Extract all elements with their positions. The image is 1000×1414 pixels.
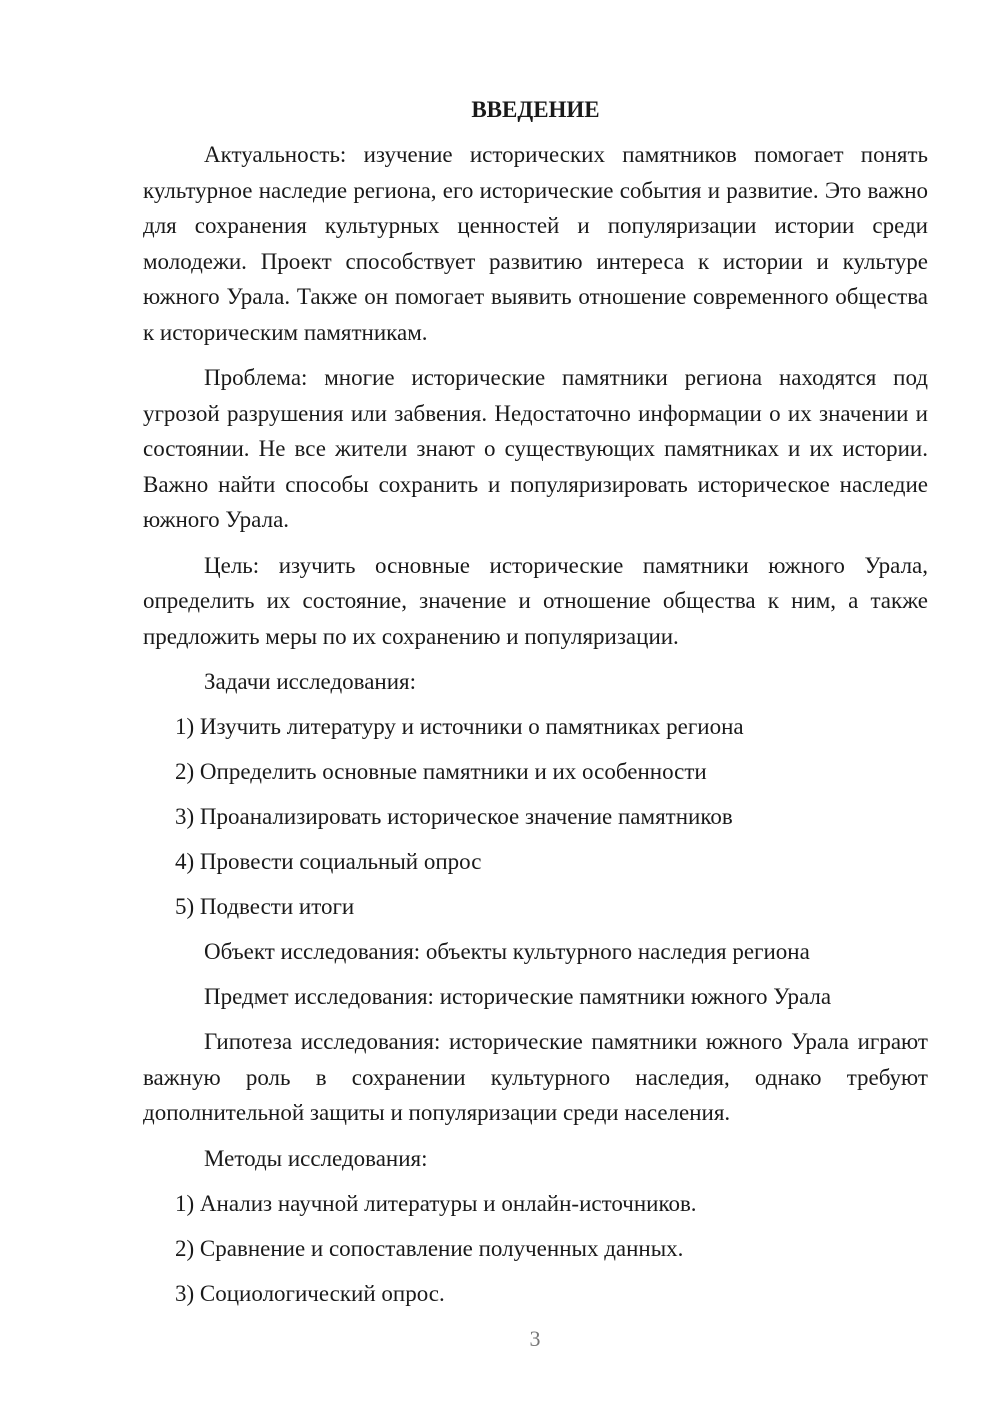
list-item: 1) Анализ научной литературы и онлайн-источников. — [175, 1190, 697, 1216]
problem-paragraph: Проблема: многие исторические памятники региона находятся под угрозой разрушения или забвения. Недостаточно информации о их значении и состоянии. Не все жители знают о существующих памятниках и их истории. Важно найти способы сохранить и популяризировать историческое наследие южного Урала. — [143, 365, 928, 532]
list-item: 2) Сравнение и сопоставление полученных данных. — [175, 1235, 684, 1261]
list-item: 5) Подвести итоги — [175, 894, 355, 919]
methods-heading: Методы исследования: — [204, 1145, 428, 1171]
section-title: ВВЕДЕНИЕ — [471, 97, 600, 122]
list-item: 1) Изучить литературу и источники о памятниках региона — [175, 714, 744, 739]
tasks-heading: Задачи исследования: — [204, 669, 417, 694]
research-object: Объект исследования: объекты культурного наследия региона — [204, 939, 810, 964]
page-number: 3 — [529, 1326, 541, 1351]
goal-paragraph: Цель: изучить основные исторические памятники южного Урала, определить их состояние, значение и отношение общества к ним, а также предложить меры по их сохранению и популяризации. — [143, 552, 928, 649]
list-item: 2) Определить основные памятники и их особенности — [175, 759, 707, 784]
document-page — [143, 92, 928, 1321]
list-item: 3) Социологический опрос. — [175, 1280, 445, 1306]
relevance-paragraph: Актуальность: изучение исторических памятников помогает понять культурное наследие региона, его исторические события и развитие. Это важно для сохранения культурных ценностей и популяризации истории среди молодежи. Проект способствует развитию интереса к истории и культуре южного Урала. Также он помогает выявить отношение современного общества к историческим памятникам. — [143, 142, 928, 345]
research-subject: Предмет исследования: исторические памятники южного Урала — [204, 984, 832, 1009]
hypothesis-paragraph: Гипотеза исследования: исторические памятники южного Урала играют важную роль в сохранении культурного наследия, однако требуют дополнительной защиты и популяризации среди населения. — [143, 1029, 928, 1125]
list-item: 4) Провести социальный опрос — [175, 849, 482, 874]
methods-list — [143, 1186, 928, 1311]
tasks-list — [143, 709, 928, 924]
list-item: 3) Проанализировать историческое значение памятников — [175, 804, 733, 829]
